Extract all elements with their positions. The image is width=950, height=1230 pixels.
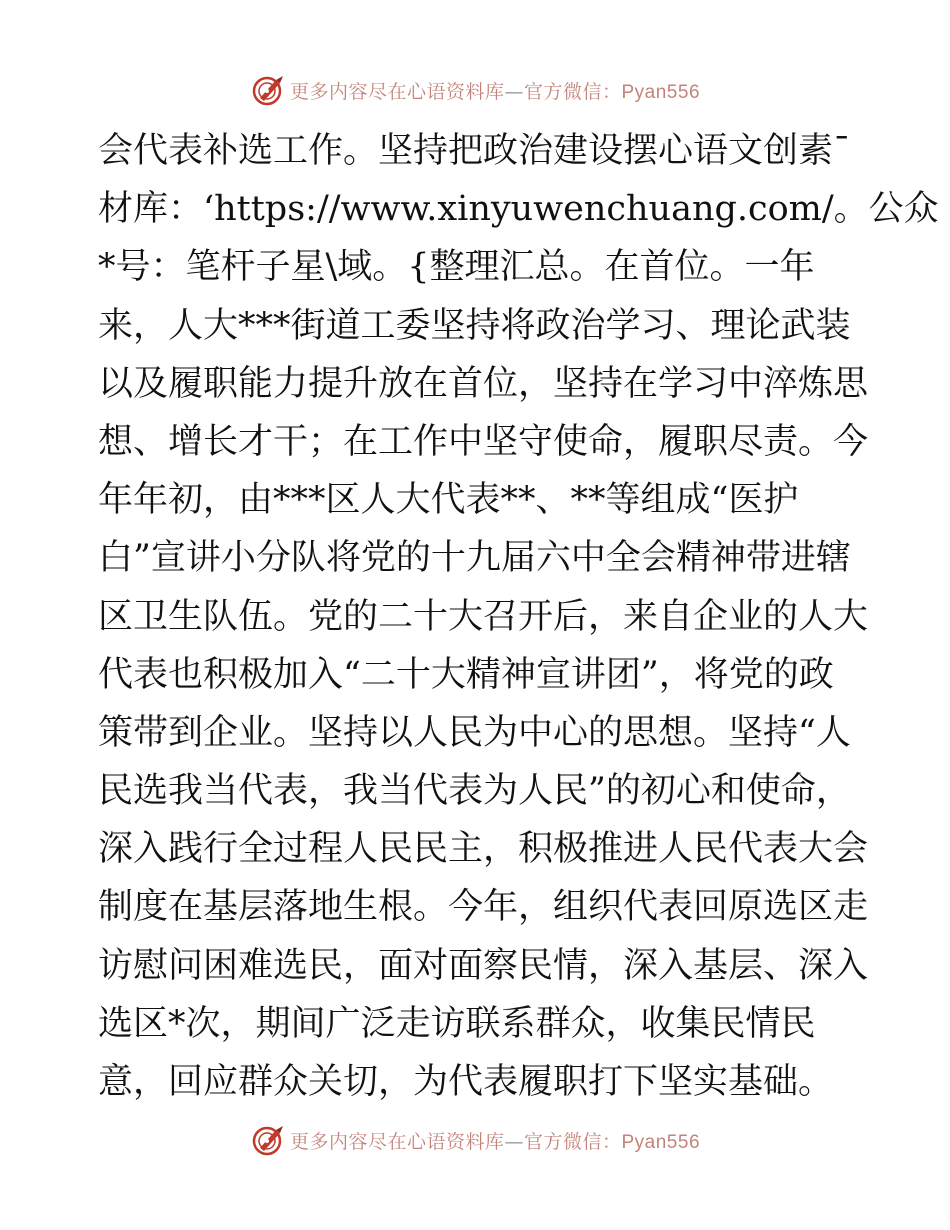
- document-line: 来，人大***街道工委坚持将政治学习、理论武装: [98, 305, 851, 346]
- document-line: 白”宣讲小分队将党的十九届六中全会精神带进辖: [98, 538, 851, 579]
- pen-nib-logo-icon: [250, 74, 286, 106]
- banner-dash: —: [504, 80, 524, 103]
- document-line: 访慰问困难选民，面对面察民情，深入基层、深入: [98, 945, 869, 986]
- banner-wechat-label: 官方微信：: [523, 80, 622, 103]
- banner-content: [250, 74, 700, 106]
- document-body: [98, 122, 939, 1111]
- banner-site-text: 更多内容尽在心语资料库: [289, 1130, 505, 1153]
- document-line: 选区*次，期间广泛走访联系群众，收集民情民: [98, 1003, 816, 1044]
- banner-text: [290, 77, 700, 104]
- banner-wechat-id: Pyan556: [621, 81, 701, 103]
- header-banner: [0, 70, 950, 110]
- banner-site-text: 更多内容尽在心语资料库: [289, 80, 505, 103]
- banner-content: [250, 1124, 700, 1156]
- document-line: *号：笔杆子星\域。{整理汇总。在首位。一年: [98, 247, 815, 288]
- document-line: 民选我当代表，我当代表为人民”的初心和使命，: [98, 771, 851, 812]
- document-line: 制度在基层落地生根。今年，组织代表回原选区走: [98, 887, 869, 928]
- document-line: 想、增长才干；在工作中坚守使命，履职尽责。今: [98, 421, 869, 462]
- document-line: 以及履职能力提升放在首位，坚持在学习中淬炼思: [98, 363, 869, 404]
- document-line: 区卫生队伍。党的二十大召开后，来自企业的人大: [98, 596, 869, 637]
- document-line: 会代表补选工作。坚持把政治建设摆心语文创素¯: [98, 131, 851, 171]
- banner-wechat-label: 官方微信：: [523, 1130, 622, 1153]
- document-line: 策带到企业。坚持以人民为中心的思想。坚持“人: [98, 712, 851, 753]
- footer-banner: [0, 1120, 950, 1160]
- banner-text: [290, 1127, 700, 1154]
- banner-wechat-id: Pyan556: [621, 1131, 701, 1153]
- document-line: 深入践行全过程人民民主，积极推进人民代表大会: [98, 829, 869, 870]
- banner-dash: —: [504, 1130, 524, 1153]
- document-line: 年年初，由***区人大代表**、**等组成“医护: [98, 480, 799, 521]
- document-line: 材库：‘https://www.xinyuwenchuang.com/。公众: [98, 189, 939, 230]
- pen-nib-logo-icon: [250, 1124, 286, 1156]
- document-line: 代表也积极加入“二十大精神宣讲团”，将党的政: [98, 654, 834, 695]
- document-line: 意，回应群众关切，为代表履职打下坚实基础。: [98, 1062, 834, 1102]
